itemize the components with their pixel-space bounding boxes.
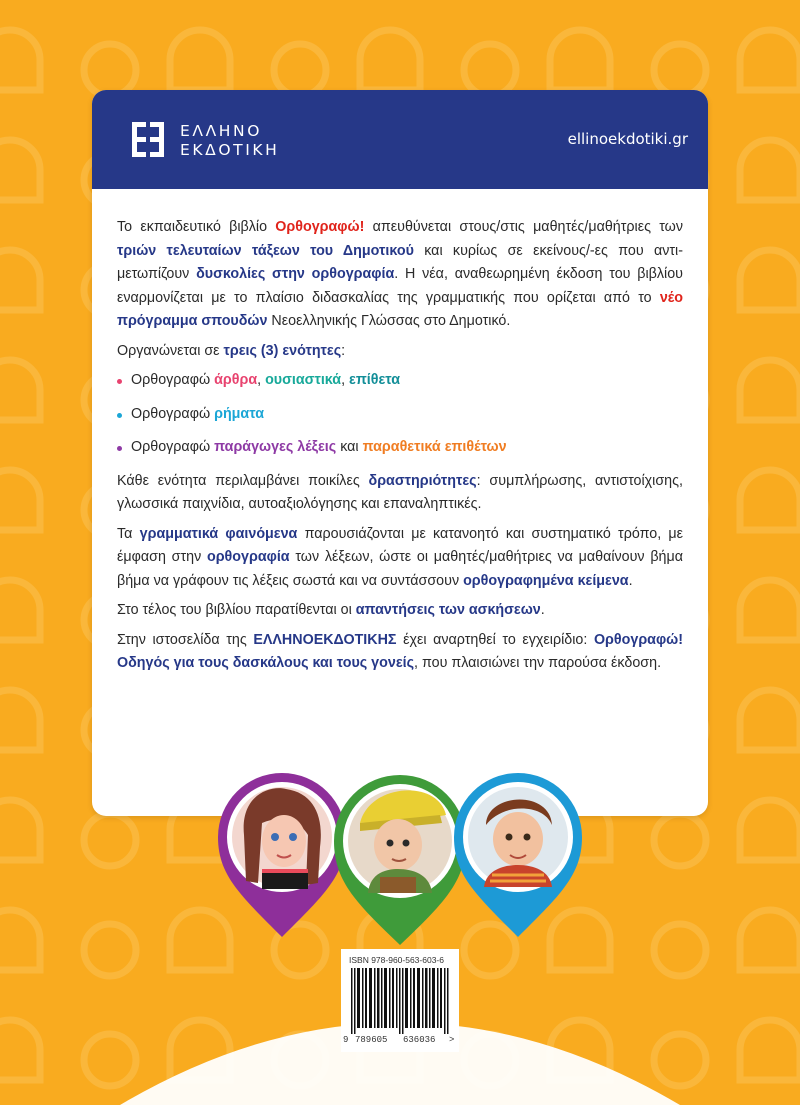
publisher-logo-icon <box>128 120 168 160</box>
bullet-icon <box>117 379 122 384</box>
list-item: Ορθογραφώ ρήματα <box>117 403 683 427</box>
character-badges <box>210 765 590 950</box>
publisher-brand <box>180 122 279 160</box>
barcode-digit-tail: > <box>449 1035 455 1045</box>
description-text <box>117 216 683 682</box>
paragraph-website: Στην ιστοσελίδα της ΕΛΛΗΝΟΕΚΔΟΤΙΚΗΣ έχει αναρτηθεί το εγχειρίδιο: Ορθογραφώ! Οδηγός για τους δασκάλους και τους γονείς, που πλαισιώνει την παρούσα έκδοση. <box>117 631 684 671</box>
barcode-icon <box>351 968 451 1034</box>
paragraph-activities: Κάθε ενότητα περιλαμβάνει ποικίλες δραστηριότητες: συμπλήρωσης, αντιστοίχισης, γλωσσικά παιχνίδια, αυτοαξιολόγησης και επαναληπτικές. <box>117 472 683 512</box>
units-list <box>117 369 683 460</box>
list-item: Ορθογραφώ παράγωγες λέξεις και παραθετικά επιθέτων <box>117 436 683 460</box>
paragraph-answers: Στο τέλος του βιβλίου παρατίθενται οι απαντήσεις των ασκήσεων. <box>117 602 545 618</box>
boy-cap-character-badge <box>334 775 466 945</box>
list-item: Ορθογραφώ άρθρα, ουσιαστικά, επίθετα <box>117 369 683 393</box>
isbn-number: ISBN 978-960-563-603-6 <box>349 955 444 965</box>
bullet-icon <box>117 446 122 451</box>
info-card <box>92 90 708 816</box>
boy-character-badge <box>454 773 582 937</box>
girl-character-badge <box>218 773 346 937</box>
book-title: Ορθογραφώ! <box>275 219 365 235</box>
barcode-digit-group-2: 636036 <box>403 1035 436 1045</box>
website-link[interactable]: ellinoekdotiki.gr <box>567 130 688 148</box>
bullet-icon <box>117 413 122 418</box>
paragraph-organization: Οργανώνεται σε τρεις (3) ενότητες: <box>117 342 346 359</box>
brand-line-1: ΕΛΛΗΝΟ <box>180 122 263 140</box>
publisher-header <box>92 90 708 189</box>
paragraph-grammar: Τα γραμματικά φαινόμενα παρουσιάζονται με κατανοητό και συστηματικό τρόπο, με έμφαση στην ορθογραφία των λέξεων, ώστε οι μαθητές/μαθήτριες να μαθαίνουν βήμα βήμα να γράφουν τις λέξεις σωστά και να συντάσσουν ορθογραφημένα κείμενα. <box>117 525 684 589</box>
paragraph-intro: Το εκπαιδευτικό βιβλίο Ορθογραφώ! απευθύνεται στους/στις μαθητές/μαθήτριες των τριών τελευταίων τάξεων του Δημοτικού και κυρίως σε εκείνους/-ες που αντιμετωπίζουν δυσκολίες στην ορθογραφία. Η νέα, αναθεωρημένη έκδοση του βιβλίου εναρμονίζεται με το πλαίσιο διδασκαλίας της γραμματικής που ορίζεται από το νέο πρόγραμμα σπουδών Νεοελληνικής Γλώσσας στο Δημοτικό. <box>117 219 683 329</box>
barcode-digit-group-1: 789605 <box>355 1035 388 1045</box>
brand-line-2: ΕΚΔΟΤΙΚΗ <box>180 141 280 159</box>
barcode-label <box>341 949 459 1052</box>
barcode-digit-first: 9 <box>343 1035 349 1045</box>
